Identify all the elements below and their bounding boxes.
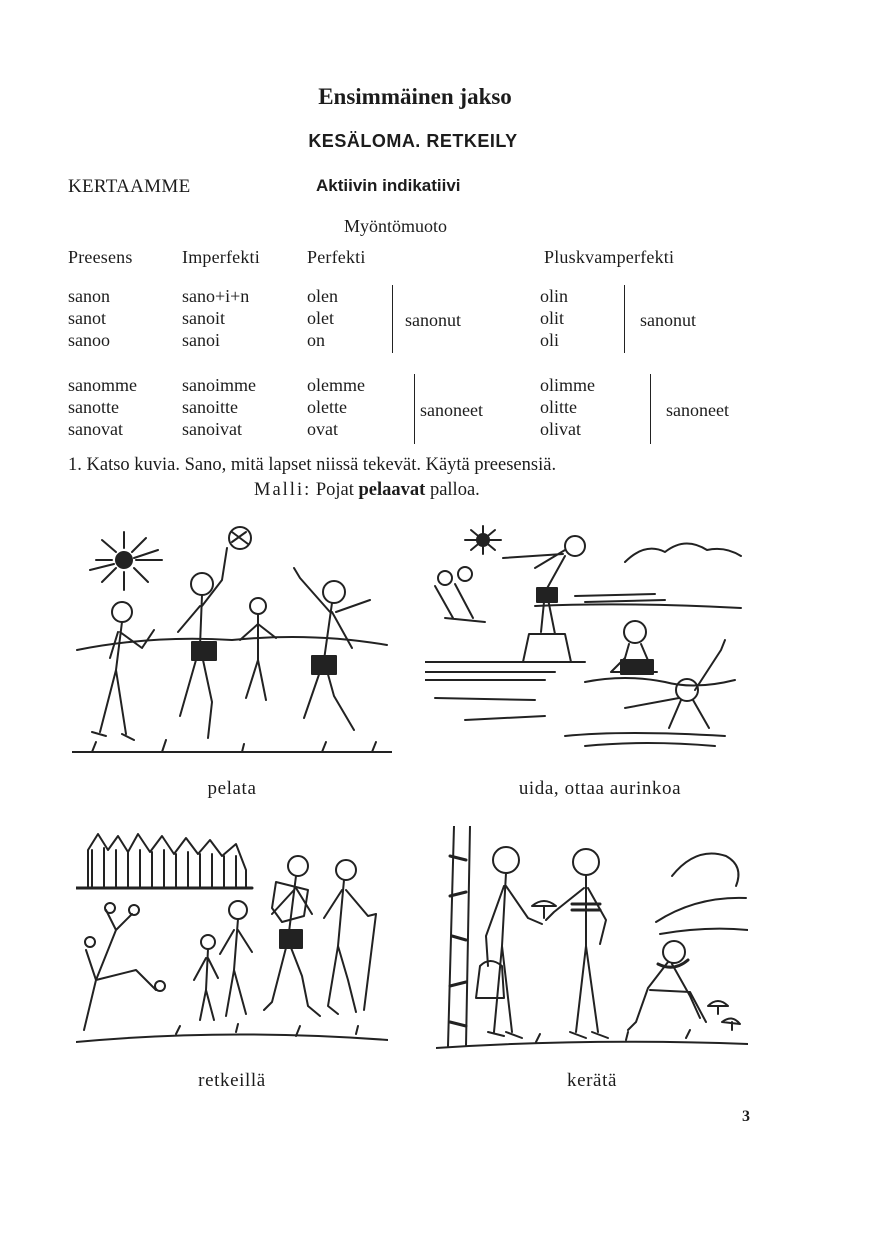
table-cell: olemme [307,375,365,395]
table-cell: oli [540,330,560,350]
brace-divider [650,374,651,444]
page-number: 3 [742,1108,750,1125]
model-verb: pelaavat [358,480,426,500]
brace-divider [624,285,625,353]
singular-pluperfect-aux [540,285,568,351]
brace-divider [414,374,415,444]
table-cell: olet [307,308,334,328]
table-cell: sanoi [182,330,220,350]
plural-present [68,374,137,440]
table-cell: sanoit [182,308,225,328]
brace-divider [392,285,393,353]
table-cell: sanomme [68,375,137,395]
table-cell: sanoimme [182,375,256,395]
exercise-instruction: 1. Katso kuvia. Sano, mitä lapset niissä tekevät. Käytä preesensiä. [68,455,557,475]
table-cell: sano+i+n [182,286,250,306]
table-cell: sanotte [68,397,119,417]
table-cell: olivat [540,419,581,439]
plural-pluperfect-aux [540,374,595,440]
model-text-after: palloa. [425,480,480,500]
singular-imperfect [182,285,249,351]
topic-title: KESÄLOMA. RETKEILY [308,131,518,151]
chapter-title: Ensimmäinen jakso [318,84,512,109]
picture-caption: retkeillä [198,1070,266,1091]
table-cell: sanot [68,308,106,328]
exercise-model [254,480,480,501]
plural-pluperfect-participle: sanoneet [666,400,729,420]
form-title: Myöntömuoto [344,216,448,236]
singular-present [68,285,110,351]
mushroom-picking-illustration [436,826,748,1054]
table-cell: on [307,330,325,350]
mood-title: Aktiivin indikatiivi [316,176,461,195]
plural-imperfect [182,374,256,440]
table-cell: olen [307,286,338,306]
singular-perfect-aux [307,285,338,351]
ball-game-illustration [72,520,392,760]
table-cell: sanoo [68,330,110,350]
table-cell: sanon [68,286,110,306]
model-label: Malli: [254,480,312,500]
plural-perfect-participle: sanoneet [420,400,483,420]
table-cell: sanoivat [182,419,242,439]
table-cell: olitte [540,397,577,417]
plural-perfect-aux [307,374,365,440]
picture-caption: pelata [207,778,257,799]
column-header-pluperfect: Pluskvamperfekti [544,247,675,267]
column-header-perfect: Perfekti [307,247,366,267]
table-cell: olimme [540,375,595,395]
swimming-illustration [425,522,745,758]
column-header-imperfect: Imperfekti [182,247,260,267]
picture-caption: kerätä [566,1070,617,1091]
review-label: KERTAAMME [68,176,191,197]
singular-pluperfect-participle: sanonut [640,310,696,330]
table-cell: olette [307,397,347,417]
model-text-before: Pojat [315,480,359,500]
column-header-present: Preesens [68,247,133,267]
table-cell: ovat [307,419,338,439]
table-cell: olit [540,308,565,328]
table-cell: sanoitte [182,397,238,417]
hiking-illustration [76,830,388,1050]
table-cell: sanovat [68,419,123,439]
singular-perfect-participle: sanonut [405,310,461,330]
table-cell: olin [540,286,569,306]
picture-caption: uida, ottaa aurinkoa [518,778,682,799]
